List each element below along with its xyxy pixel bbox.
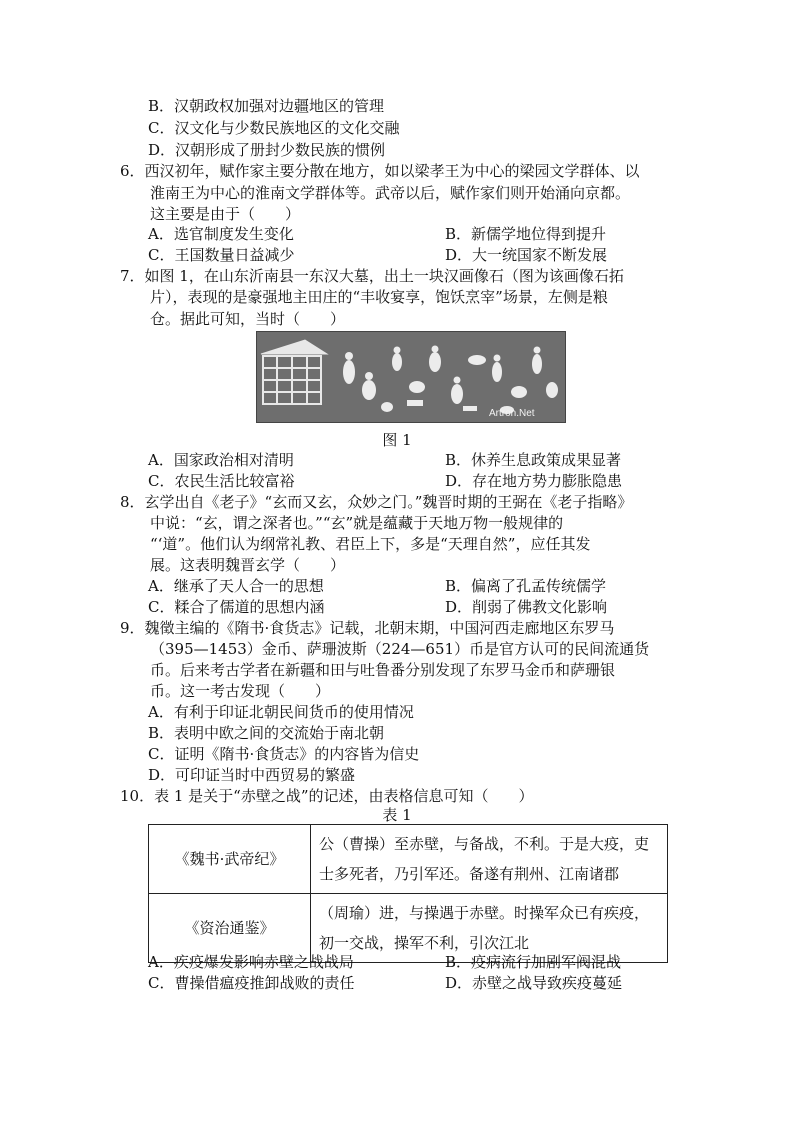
table-caption: 表 1 [382,806,412,824]
q8-stem-line1: 8．玄学出自《老子》“玄而又玄，众妙之门。”魏晋时期的王弼在《老子指略》 [120,493,633,511]
q7-option-d: D．存在地方势力膨胀隐患 [445,472,623,490]
q6-option-a: A．选官制度发生变化 [148,225,294,243]
relief-rubbing-drawing [257,332,565,422]
table-source-cell: 《资治通鉴》 [149,894,311,963]
q9-option-b: B．表明中欧之间的交流始于南北朝 [148,724,385,742]
q7-option-c: C．农民生活比较富裕 [148,472,295,490]
q6-stem-line3: 这主要是由于（ ） [150,205,301,223]
q9-option-d: D．可印证当时中西贸易的繁盛 [148,766,356,784]
q10-option-b: B．疫病流行加剧军阀混战 [445,953,622,971]
q7-option-b: B．休养生息政策成果显著 [445,451,622,469]
q7-option-a: A．国家政治相对清明 [148,451,294,469]
figure-caption: 图 1 [382,431,412,449]
q7-stem-line1: 7．如图 1，在山东沂南县一东汉大墓，出土一块汉画像石（图为该画像石拓 [120,267,624,285]
q10-option-c: C．曹操借瘟疫推卸战败的责任 [148,974,355,992]
q8-stem-line4: 展。这表明魏晋玄学（ ） [150,556,346,574]
q9-stem-line1: 9．魏徵主编的《隋书·食货志》记载，北朝末期，中国河西走廊地区东罗马 [120,619,615,637]
q9-stem-line4: 币。这一考古发现（ ） [150,682,331,700]
table-row [149,825,668,894]
table-text-line: 初一交战，操军不利，引次江北 [319,934,530,952]
table-text-cell [311,825,668,894]
q9-option-c: C．证明《隋书·食货志》的内容皆为信史 [148,745,420,763]
q7-stem-line2: 片），表现的是豪强地主田庄的“丰收宴享，饱饫烹宰”场景，左侧是粮 [150,288,608,306]
q6-stem-line1: 6．西汉初年，赋作家主要分散在地方，如以梁孝王为中心的梁园文学群体、以 [120,162,640,180]
table-text-line: 士多死者，乃引军还。备遂有荆州、江南诸郡 [319,865,620,883]
chibi-records-table [148,824,668,963]
q5-option-c: C．汉文化与少数民族地区的文化交融 [148,119,400,137]
q9-option-a: A．有利于印证北朝民间货币的使用情况 [148,703,414,721]
q6-option-d: D．大一统国家不断发展 [445,246,608,264]
table-text-line: （周瑜）进，与操遇于赤壁。时操军众已有疾疫， [319,904,650,922]
q8-option-d: D．削弱了佛教文化影响 [445,598,608,616]
q8-stem-line2: 中说：“玄，谓之深者也。”“玄”就是蕴藏于天地万物一般规律的 [150,514,564,532]
q10-stem: 10．表 1 是关于“赤壁之战”的记述，由表格信息可知（ ） [120,787,534,805]
q8-option-b: B．偏离了孔孟传统儒学 [445,577,607,595]
q5-option-d: D．汉朝形成了册封少数民族的惯例 [148,141,386,159]
q6-option-c: C．王国数量日益减少 [148,246,295,264]
q9-stem-line2: （395—1453）金币、萨珊波斯（224—651）币是官方认可的民间流通货 [150,640,650,658]
q10-option-a: A．疾疫爆发影响赤壁之战战局 [148,953,354,971]
q8-stem-line3: “‘道”。他们认为纲常礼教、君臣上下，多是“天理自然”，应任其发 [150,535,591,553]
q8-option-c: C．糅合了儒道的思想内涵 [148,598,325,616]
q7-stem-line3: 仓。据此可知，当时（ ） [150,310,346,328]
table-text-line: 公（曹操）至赤壁，与备战，不利。于是大疫，吏 [319,835,650,853]
q9-stem-line3: 币。后来考古学者在新疆和田与吐鲁番分别发现了东罗马金币和萨珊银 [150,661,616,679]
q10-option-d: D．赤壁之战导致疾疫蔓延 [445,974,623,992]
han-stone-relief-rubbing-image [256,331,566,423]
q8-option-a: A．继承了天人合一的思想 [148,577,324,595]
table-source-cell: 《魏书·武帝纪》 [149,825,311,894]
q5-option-b: B．汉朝政权加强对边疆地区的管理 [148,97,385,115]
q6-option-b: B．新儒学地位得到提升 [445,225,607,243]
watermark-text: Artron.Net [489,408,535,419]
q6-stem-line2: 淮南王为中心的淮南文学群体等。武帝以后，赋作家们则开始涌向京都。 [150,184,631,202]
